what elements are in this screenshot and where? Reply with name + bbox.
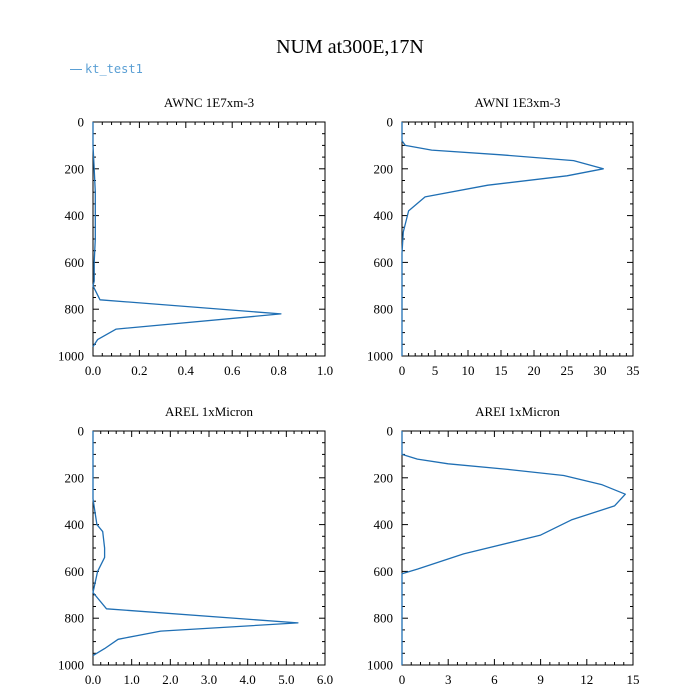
chart-title: AREL 1xMicron: [165, 404, 253, 419]
x-tick-label: 5.0: [278, 672, 295, 687]
chart-title: AREI 1xMicron: [475, 404, 560, 419]
x-tick-label: 1.0: [123, 672, 140, 687]
y-tick-label: 600: [373, 254, 393, 270]
x-tick-label: 9: [537, 672, 544, 687]
series-line: [93, 122, 281, 347]
x-tick-label: 6: [491, 672, 498, 687]
y-tick-label: 0: [386, 114, 393, 130]
x-tick-label: 15: [626, 672, 640, 687]
legend-label: kt_test1: [85, 62, 143, 76]
plot-frame: [93, 431, 325, 665]
plot-frame: [402, 431, 633, 665]
chart-panel-1: [58, 95, 333, 378]
y-tick-label: 200: [64, 161, 84, 177]
y-tick-label: 400: [373, 517, 393, 533]
chart-panel-2: [367, 95, 640, 378]
x-tick-label: 4.0: [239, 672, 256, 687]
x-tick-label: 15: [494, 363, 508, 378]
y-tick-label: 400: [373, 208, 393, 224]
x-tick-label: 3.0: [200, 672, 218, 687]
x-tick-label: 0: [398, 672, 406, 687]
plot-frame: [402, 122, 633, 356]
x-tick-label: 0: [398, 363, 406, 378]
x-tick-label: 0.2: [131, 363, 148, 378]
x-tick-label: 10: [461, 363, 475, 378]
y-tick-label: 0: [386, 423, 393, 439]
x-tick-label: 1.0: [316, 363, 334, 378]
x-tick-label: 12: [580, 672, 594, 687]
x-tick-label: 35: [626, 363, 640, 378]
x-tick-label: 25: [560, 363, 574, 378]
chart-panel-4: [367, 404, 640, 687]
y-tick-label: 400: [64, 517, 84, 533]
y-tick-label: 1000: [58, 348, 84, 364]
y-tick-label: 400: [64, 208, 84, 224]
x-tick-label: 0.8: [270, 363, 287, 378]
y-tick-label: 0: [77, 114, 84, 130]
chart-title: AWNI 1E3xm-3: [474, 95, 561, 110]
y-tick-label: 1000: [58, 657, 84, 673]
chart-panel-3: [58, 404, 333, 687]
y-tick-label: 800: [64, 301, 84, 317]
x-tick-label: 0.0: [84, 363, 102, 378]
x-tick-label: 30: [593, 363, 607, 378]
y-tick-label: 600: [373, 563, 393, 579]
chart-title: AWNC 1E7xm-3: [163, 95, 255, 110]
x-tick-label: 6.0: [316, 672, 334, 687]
y-tick-label: 200: [373, 470, 393, 486]
y-tick-label: 1000: [367, 348, 393, 364]
y-tick-label: 200: [373, 161, 393, 177]
series-line: [402, 431, 625, 665]
x-tick-label: 5: [431, 363, 439, 378]
y-tick-label: 800: [373, 301, 393, 317]
y-tick-label: 800: [373, 610, 393, 626]
y-tick-label: 800: [64, 610, 84, 626]
figure-title: NUM at300E,17N: [276, 36, 424, 58]
series-line: [402, 122, 603, 356]
y-tick-label: 600: [64, 254, 84, 270]
x-tick-label: 0.0: [84, 672, 102, 687]
x-tick-label: 3: [444, 672, 452, 687]
x-tick-label: 0.4: [177, 363, 194, 378]
y-tick-label: 200: [64, 470, 84, 486]
x-tick-label: 20: [527, 363, 541, 378]
y-tick-label: 600: [64, 563, 84, 579]
x-tick-label: 0.6: [224, 363, 241, 378]
y-tick-label: 1000: [367, 657, 393, 673]
series-line: [93, 431, 298, 656]
x-tick-label: 2.0: [162, 672, 179, 687]
y-tick-label: 0: [77, 423, 84, 439]
